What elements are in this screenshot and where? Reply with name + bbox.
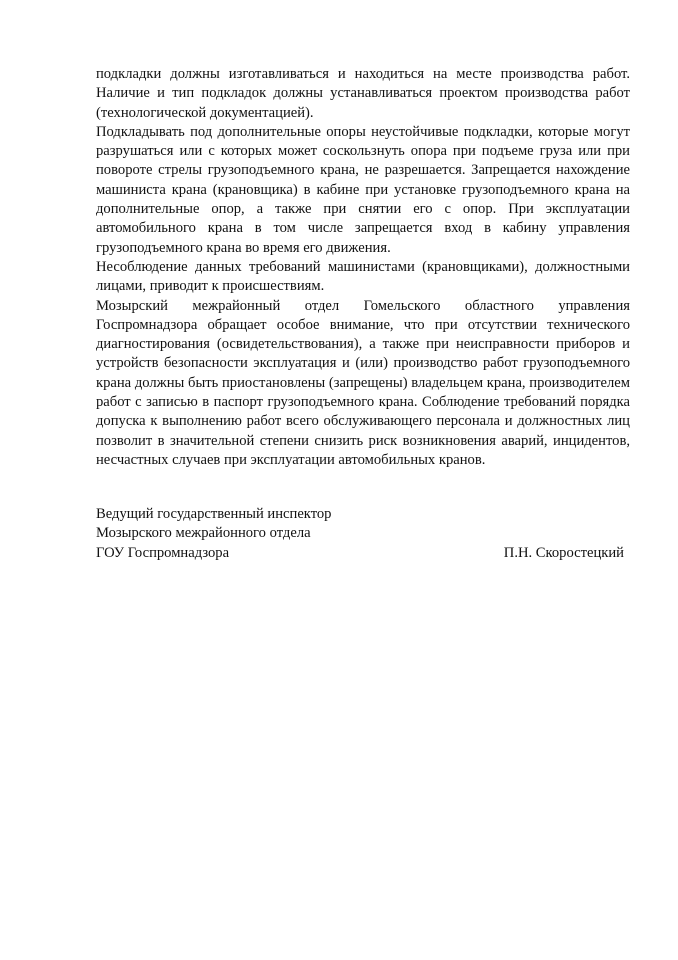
paragraph-substrates: подкладки должны изготавливаться и находиться на месте производства работ. Наличие и тип подкладок должны устанавливаться проектом производства работ (технологической документацией). <box>96 66 630 121</box>
paragraph-prohibitions: Подкладывать под дополнительные опоры неустойчивые подкладки, которые могут разрушаться или с которых может соскользнуть опора при подъеме груза или при повороте стрелы грузоподъемного крана, не разрешается. Запрещается нахождение машиниста крана (крановщика) в кабине при установке грузоподъемного крана на дополнительные опор, а также при снятии его с опор. При эксплуатации автомобильного крана в том числе запрещается вход в кабину управления грузоподъемного крана во время его движения. <box>96 123 630 256</box>
signature-name: П.Н. Скоростецкий <box>503 544 624 561</box>
signature-position: Ведущий государственный инспектор <box>96 506 332 522</box>
signature-block <box>96 505 630 563</box>
document-body <box>96 65 630 470</box>
signature-department: Мозырского межрайонного отдела <box>96 525 311 542</box>
paragraph-notice: Мозырский межрайонный отдел Гомельского областного управления Госпромнадзора обращает особое внимание, что при отсутствии технического диагностирования (освидетельствования), а также при неисправности приборов и устройств безопасности эксплуатация и (или) производство работ грузоподъемного крана должны быть приостановлены (запрещены) владельцем крана, производителем работ с записью в паспорт грузоподъемного крана. Соблюдение требований порядка допуска к выполнению работ всего обслуживающего персонала и должностных лиц позволит в значительной степени снизить риск возникновения аварий, инцидентов, несчастных случаев при эксплуатации автомобильных кранов. <box>96 297 630 468</box>
signature-final-line <box>96 544 630 563</box>
signature-organization: ГОУ Госпромнадзора <box>96 544 230 561</box>
paragraph-noncompliance: Несоблюдение данных требований машинистами (крановщиками), должностными лицами, приводит к происшествиям. <box>96 258 630 295</box>
